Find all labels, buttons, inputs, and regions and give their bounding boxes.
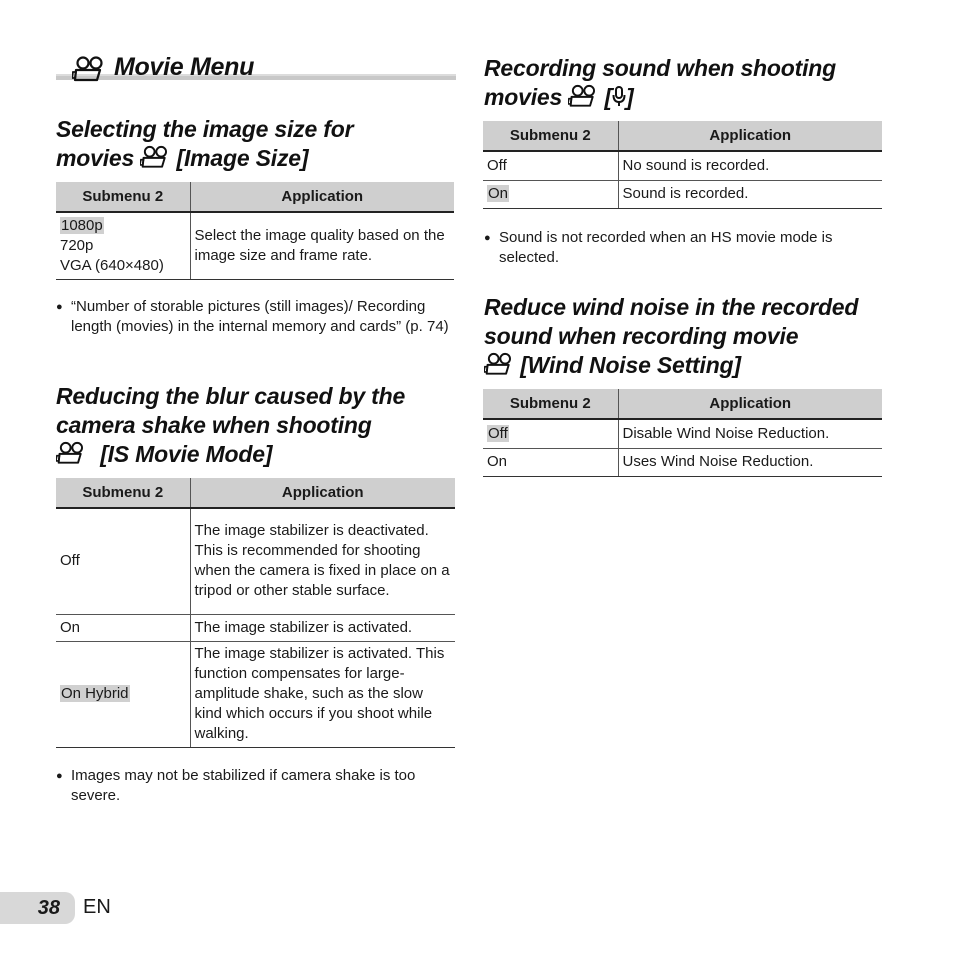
note [484,228,882,268]
column-header: Submenu 2 [56,182,190,212]
table-cell [56,212,190,280]
page-number-tab [0,892,75,924]
column-header: Submenu 2 [483,389,618,419]
option-default: Off [488,424,508,442]
page-title-block [56,52,456,84]
movie-camera-icon [568,84,598,108]
movie-camera-icon [140,145,170,169]
table-row [483,419,882,448]
table-cell: No sound is recorded. [618,151,882,180]
movie-camera-icon [484,352,514,376]
bullet-icon: ● [56,301,63,313]
table-cell: Disable Wind Noise Reduction. [618,419,882,448]
column-header: Application [190,182,454,212]
note-text: Images may not be stabilized if camera shake is too severe. [71,767,416,804]
image-size-heading [56,115,456,173]
heading-line: Selecting the image size for [56,116,354,142]
heading-line: Reducing the blur caused by the [56,383,406,409]
heading-line: camera shake when shooting [56,412,372,438]
microphone-icon [612,86,626,108]
heading-line: [IS Movie Mode] [100,441,273,467]
movie-camera-icon [72,56,106,82]
table-row [483,151,882,180]
is-movie-table [56,478,455,748]
bullet-icon: ● [56,770,63,782]
note [56,766,454,806]
option-default: 1080p [61,217,103,234]
note-text: Sound is not recorded when an HS movie mode is selected. [499,229,833,266]
wind-table [483,389,882,477]
column-header: Application [190,478,455,508]
column-header: Submenu 2 [56,478,190,508]
page-number: 38 [37,897,60,919]
table-row [56,508,455,614]
language-label: EN [83,896,111,918]
table-row [483,448,882,476]
table-cell: On [483,448,618,476]
table-cell: Sound is recorded. [618,180,882,208]
page-title: Movie Menu [114,53,255,81]
table-cell: Off [56,508,190,614]
heading-line: Recording sound when shooting [484,55,836,81]
table-cell: The image stabilizer is deactivated. This is recommended for shooting when the camera is fixed in place on a tripod or other stable surface. [190,508,455,614]
table-cell: Off [483,151,618,180]
option: 720p [60,237,94,254]
note [56,297,454,337]
option-default: On Hybrid [61,685,129,702]
table-row [483,180,882,208]
table-cell: Select the image quality based on the image size and frame rate. [190,212,454,280]
sound-heading [484,54,884,112]
note-text: “Number of storable pictures (still images)/ Recording length (movies) in the internal memory and cards” (p. 74) [71,298,449,335]
heading-line: sound when recording movie [484,323,799,349]
heading-line: [Wind Noise Setting] [520,352,741,378]
column-header: Application [618,121,882,151]
table-cell: The image stabilizer is activated. This function compensates for large-amplitude shake, such as the slow kind which occurs if you shoot while walking. [190,641,455,747]
table-cell: Uses Wind Noise Reduction. [618,448,882,476]
bullet-icon: ● [484,232,491,244]
heading-bracket: ] [625,84,634,110]
option: VGA (640×480) [60,257,164,274]
heading-line: movies [56,145,135,171]
table-row [56,614,455,641]
heading-bracket: [ [604,84,612,110]
table-cell: On [56,614,190,641]
is-movie-heading [56,382,456,469]
table-row [56,641,455,747]
heading-line: [Image Size] [176,145,309,171]
option-default: On [488,185,509,202]
heading-line: movies [484,84,563,110]
table-cell [56,641,190,747]
wind-heading [484,293,904,380]
image-size-table [56,182,454,280]
sound-table [483,121,882,209]
table-cell [483,180,618,208]
movie-camera-icon [56,441,86,465]
table-cell [483,419,618,448]
column-header: Application [618,389,882,419]
column-header: Submenu 2 [483,121,618,151]
heading-line: Reduce wind noise in the recorded [484,294,859,320]
table-cell: The image stabilizer is activated. [190,614,455,641]
